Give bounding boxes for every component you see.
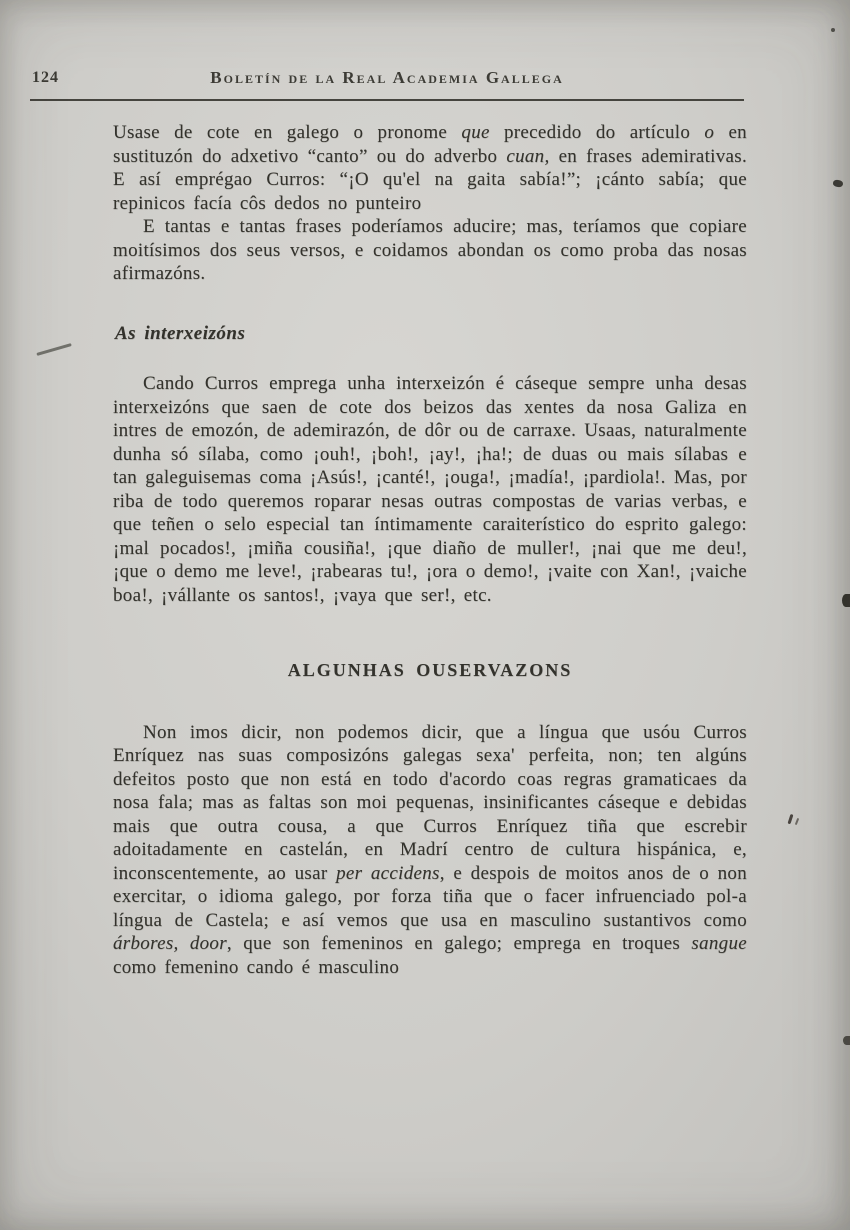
paragraph-interxeizons: Cando Curros emprega unha interxeizón é cáseque sempre unha desas interxeizóns que saen de cote dos beizos das xentes da nosa Galiza en intres de emozón, de ademirazón, de dôr ou de carraxe. Usaas, naturalmente dunha só sílaba, como ¡ouh!, ¡boh!, ¡ay!, ¡ha!; de duas ou mais sílabas e tan galeguisemas coma ¡Asús!, ¡canté!, ¡ouga!, ¡madía!, ¡pardiola!. Mas, por riba de todo queremos roparar nesas outras compostas de varias verbas, e que teñen o selo especial tan íntimamente caraiterístico do esprito galego: ¡mal pocados!, ¡miña cousiña!, ¡que diaño de muller!, ¡nai que me deu!, ¡que o demo me leve!, ¡rabearas tu!, ¡ora o demo!, ¡vaite con Xan!, ¡vaiche boa!, ¡vállante os santos!, ¡vaya que ser!, etc. [113,373,747,606]
paragraph-frases: E tantas e tantas frases poderíamos aducire; mas, teríamos que copiare moitísimos dos seus versos, e coidamos abondan os como proba das nosas afirmazóns. [113,216,747,284]
pen-stroke-mark [36,343,71,355]
paragraph-ouservazons: Non imos dicir, non podemos dicir, que a língua que usóu Curros Enríquez nas suas composizóns galegas sexa' perfeita, non; ten algúns defeitos posto que non está en todo d'acordo coas regras gramaticaes da nosa fala; mas as faltas son moi pequenas, insinificantes cáseque e debidas mais que outra cousa, a que Curros Enríquez tiña que escrebir adoitadamente en castelán, en Madrí centro de cultura hispánica, e, inconscentemente, ao usar per accidens, e despois de moitos anos de o non exercitar, o idioma galego, por forza tiña que o facer infruenciado pol-a língua de Castela; e así vemos que usa en masculino sustantivos como árbores, door, que son femeninos en galego; emprega en troques sangue como femenino cando é masculino [113,721,747,978]
section-heading-interxeizons: As interxeizóns [115,322,246,344]
page-header [30,68,744,90]
scan-speck [843,1036,850,1045]
scan-speck [833,179,844,187]
page-number: 124 [32,69,59,86]
scan-dot [831,28,835,32]
journal-title: Boletín de la Real Academia Gallega [210,68,564,87]
text-block [113,121,747,979]
scan-speck [842,594,850,607]
header-rule [30,99,744,101]
paragraph-usase: Usase de cote en galego o pronome que precedido do artículo o en sustituzón do adxetivo “canto” ou do adverbo cuan, en frases ademirativas. E así emprégao Curros: “¡O qu'el na gaita sabía!”; ¡cánto sabía; que repinicos facía côs dedos no punteiro [113,122,747,214]
pen-tick-mark [788,814,793,824]
pen-tick-mark [795,818,799,825]
section-heading-ouservazons: ALGUNHAS OUSERVAZONS [287,660,573,680]
